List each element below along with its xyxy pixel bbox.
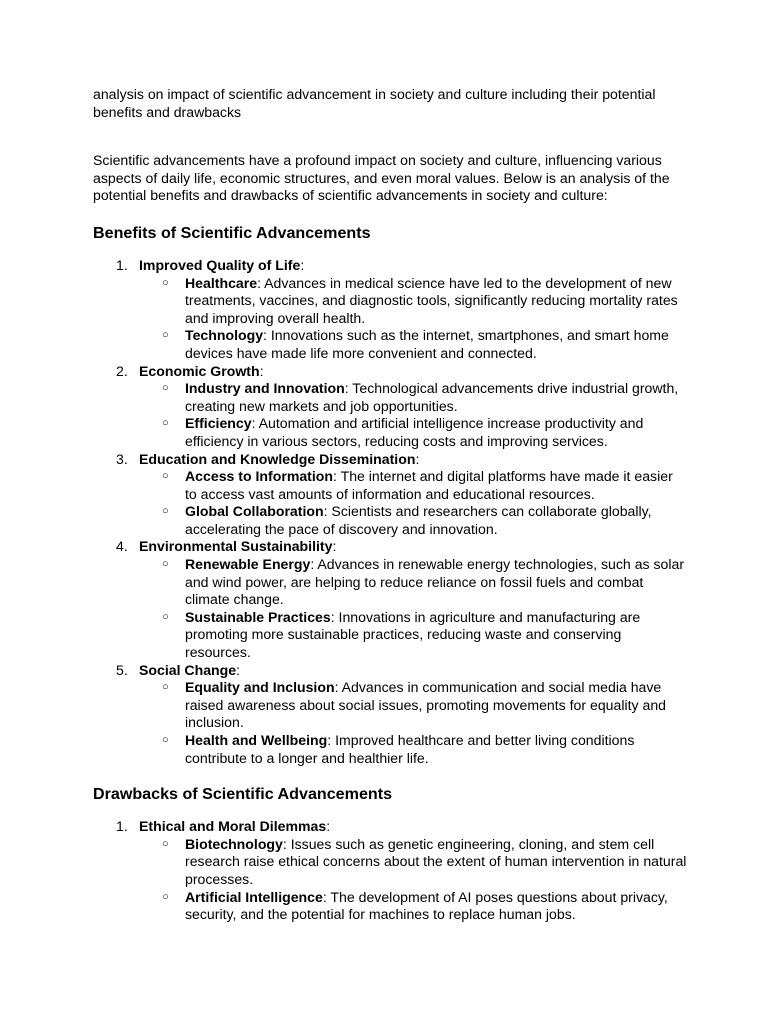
sub-item-text: : Advances in renewable energy technologies, such as solar and wind power, are helping to reduce reliance on fossil fuels and combat climate change. [185,556,685,608]
sub-item-text: : Automation and artificial intelligence increase productivity and efficiency in various sectors, reducing costs and improving services. [185,415,644,449]
sub-item-text: : Innovations such as the internet, smartphones, and smart home devices have made life more convenient and connected. [185,327,669,361]
intro-paragraph: Scientific advancements have a profound impact on society and culture, influencing various aspects of daily life, economic structures, and even moral values. Below is an analysis of the potential benefits and drawbacks of scientific advancements in society and culture: [93,152,670,204]
hollow-circle-bullet-icon: ○ [162,681,169,694]
sub-item-title: Biotechnology [185,835,283,852]
sub-list-item [139,889,688,924]
item-colon: : [236,661,241,678]
hollow-circle-bullet-icon: ○ [162,382,169,395]
sub-item-title: Global Collaboration [185,503,324,520]
sub-item-text: : Improved healthcare and better living conditions contribute to a longer and healthier life. [185,732,635,766]
sub-item-title: Technology [185,327,264,344]
sub-list-item [139,609,688,662]
sub-list-item [139,679,688,732]
sub-item-text: : The development of AI poses questions about privacy, security, and the potential for machines to replace human jobs. [185,888,668,923]
sub-list [139,468,688,538]
sub-list [139,380,688,450]
sub-list-item [139,836,688,889]
list-item [93,538,688,661]
item-number: 1. [116,818,128,835]
hollow-circle-bullet-icon: ○ [162,558,169,571]
sub-item-title: Equality and Inclusion [185,679,335,696]
item-number: 2. [116,362,128,379]
sub-item-text: : Issues such as genetic engineering, cloning, and stem cell research raise ethical concerns about the extent of human intervention in natural processes. [185,835,687,887]
list-item [93,818,688,924]
sub-item-title: Access to Information [185,468,334,485]
sub-list-item [139,556,688,609]
sub-item-text: : Advances in medical science have led to the development of new treatments, vaccines, and diagnostic tools, significantly reducing mortality rates and improving overall health. [185,274,678,326]
item-title: Economic Growth [139,362,260,379]
list-item [93,257,688,363]
item-number: 4. [116,538,128,555]
item-number: 5. [116,661,128,678]
hollow-circle-bullet-icon: ○ [162,734,169,746]
item-title: Environmental Sustainability [139,538,333,555]
hollow-circle-bullet-icon: ○ [162,417,169,430]
sub-list-item [139,275,688,328]
item-colon: : [259,362,264,379]
list-item [93,662,688,768]
item-title: Social Change [139,661,237,678]
sub-item-text: : The internet and digital platforms have made it easier to access vast amounts of information and educational resources. [185,468,673,502]
sub-list-item [139,503,688,538]
sub-item-title: Industry and Innovation [185,380,345,397]
sub-list [139,836,688,924]
sub-list [139,679,688,767]
sub-item-text: : Innovations in agriculture and manufacturing are promoting more sustainable practices, reducing waste and conserving resources. [185,608,641,661]
hollow-circle-bullet-icon: ○ [162,276,169,289]
sub-list-item [139,468,688,503]
sub-list [139,556,688,662]
list-item [93,451,688,539]
sub-item-text: : Technological advancements drive industrial growth, creating new markets and job opportunities. [185,380,679,414]
benefits-heading: Benefits of Scientific Advancements [93,223,371,242]
item-title: Improved Quality of Life [139,256,301,273]
hollow-circle-bullet-icon: ○ [162,610,169,623]
benefits-list [93,257,688,767]
sub-list-item [139,380,688,415]
sub-item-text: : Scientists and researchers can collaborate globally, accelerating the pace of discovery and innovation. [185,503,652,537]
item-colon: : [415,450,420,467]
drawbacks-list [93,818,688,924]
hollow-circle-bullet-icon: ○ [162,505,169,518]
item-colon: : [332,538,337,555]
sub-item-title: Health and Wellbeing [185,732,328,748]
item-number: 3. [116,450,128,467]
item-number: 1. [116,256,128,273]
hollow-circle-bullet-icon: ○ [162,837,169,850]
hollow-circle-bullet-icon: ○ [162,470,169,483]
sub-item-title: Renewable Energy [185,556,311,573]
hollow-circle-bullet-icon: ○ [162,329,169,342]
sub-item-title: Artificial Intelligence [185,888,323,905]
query-text: analysis on impact of scientific advancement in society and culture including their potential benefits and drawbacks [93,86,656,120]
sub-item-text: : Advances in communication and social media have raised awareness about social issues, promoting movements for equality and inclusion. [185,679,667,731]
list-item [93,363,688,451]
hollow-circle-bullet-icon: ○ [162,890,169,903]
sub-list-item [139,327,688,362]
item-colon: : [300,256,305,273]
sub-item-title: Efficiency [185,415,252,432]
sub-item-title: Sustainable Practices [185,608,331,625]
drawbacks-heading: Drawbacks of Scientific Advancements [93,785,393,804]
sub-list-item [139,732,688,767]
item-title: Ethical and Moral Dilemmas [139,818,327,835]
item-colon: : [326,818,331,835]
sub-list [139,275,688,363]
item-title: Education and Knowledge Dissemination [139,450,416,467]
sub-item-title: Healthcare [185,274,258,291]
sub-list-item [139,415,688,450]
